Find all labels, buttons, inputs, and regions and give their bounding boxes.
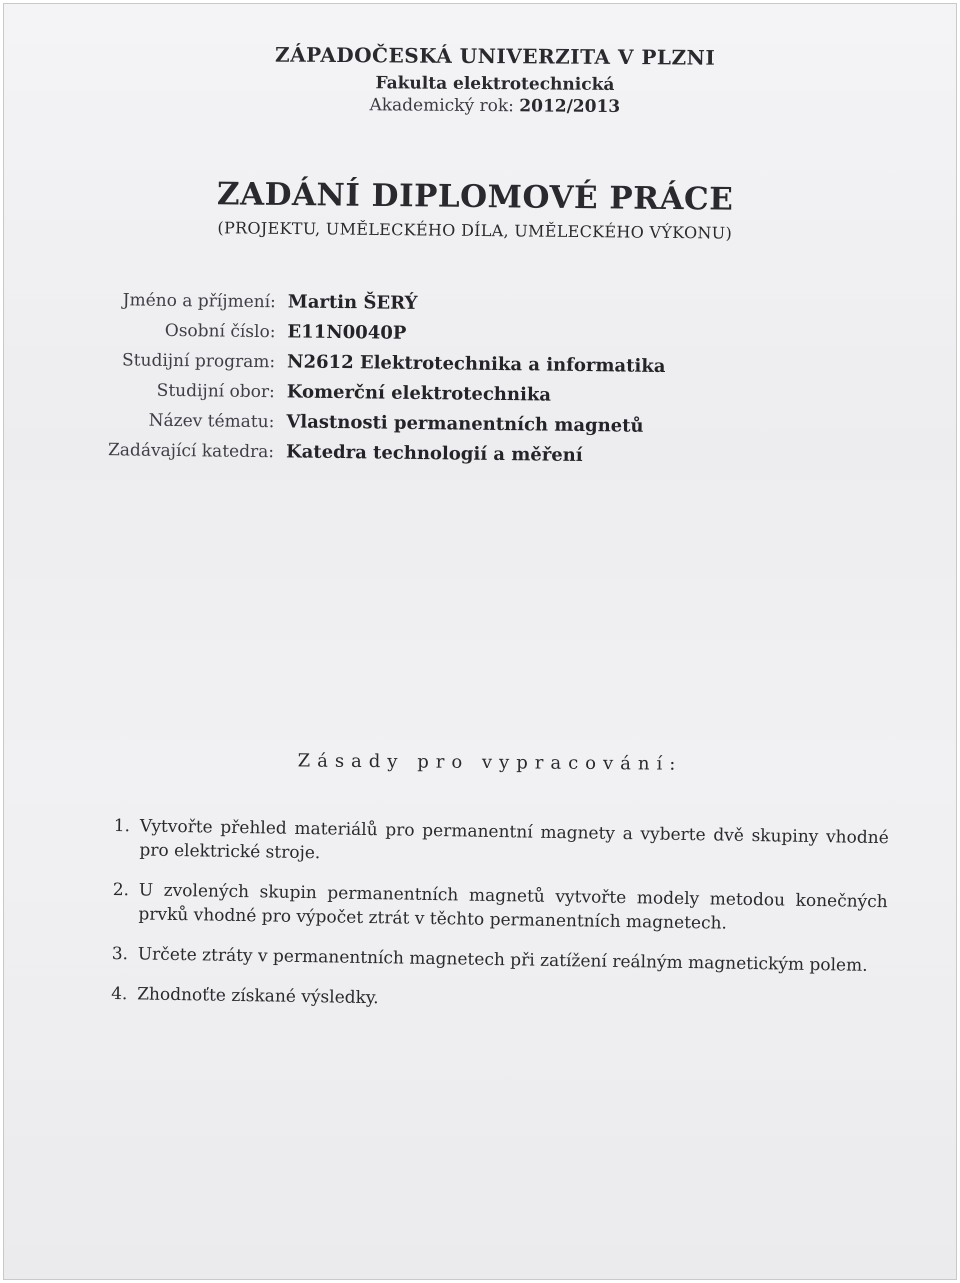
- program-value: N2612 Elektrotechnika a informatika: [286, 351, 666, 377]
- faculty-name: Fakulta elektrotechnická: [375, 73, 615, 95]
- academic-year-value: 2012/2013: [519, 96, 621, 117]
- task-number: 4.: [111, 983, 128, 1005]
- task-number: 1.: [113, 815, 131, 837]
- id-value: E11N0040P: [287, 321, 407, 344]
- task-text: Určete ztráty v permanentních magnetech při zatížení reálným magnetickým polem.: [137, 944, 868, 976]
- document-page: [3, 3, 957, 1280]
- field-value: Komerční elektrotechnika: [286, 381, 552, 406]
- task-item: [112, 942, 887, 978]
- task-list: [111, 814, 889, 1034]
- department-value: Katedra technologií a měření: [285, 441, 583, 466]
- document-title: ZADÁNÍ DIPLOMOVÉ PRÁCE: [216, 176, 734, 218]
- task-number: 3.: [111, 943, 129, 965]
- id-label: Osobní číslo:: [164, 320, 276, 343]
- task-item: [113, 814, 889, 874]
- document-header: [4, 41, 956, 120]
- task-item: [111, 982, 886, 1018]
- name-label: Jméno a příjmení:: [122, 290, 276, 313]
- department-label: Zadávající katedra:: [107, 440, 275, 463]
- topic-label: Název tématu:: [148, 410, 275, 433]
- name-value: Martin ŠERÝ: [287, 291, 418, 314]
- task-text: Zhodnoťte získané výsledky.: [137, 984, 379, 1009]
- student-info: [92, 289, 794, 478]
- topic-value: Vlastnosti permanentních magnetů: [286, 411, 644, 437]
- task-text: Vytvořte přehled materiálů pro permanentní magnety a vyberte dvě skupiny vhodné pro elektrické stroje.: [139, 816, 889, 864]
- academic-year: [34, 93, 956, 119]
- field-label: Studijní obor:: [156, 380, 275, 403]
- title-block: [4, 174, 957, 245]
- task-item: [112, 878, 888, 938]
- task-text: U zvolených skupin permanentních magnetů vytvořte modely metodou konečných prvků vhodné pro výpočet ztrát v těchto permanentních magnetech.: [138, 880, 888, 934]
- principles-heading: Zásady pro vypracování:: [297, 750, 683, 775]
- task-number: 2.: [112, 879, 130, 901]
- document-subtitle: (PROJEKTU, UMĚLECKÉHO DÍLA, UMĚLECKÉHO VÝKONU): [217, 218, 733, 243]
- university-name: ZÁPADOČESKÁ UNIVERZITA V PLZNI: [275, 42, 716, 70]
- academic-year-label: Akademický rok:: [369, 95, 514, 117]
- program-label: Studijní program:: [121, 350, 276, 373]
